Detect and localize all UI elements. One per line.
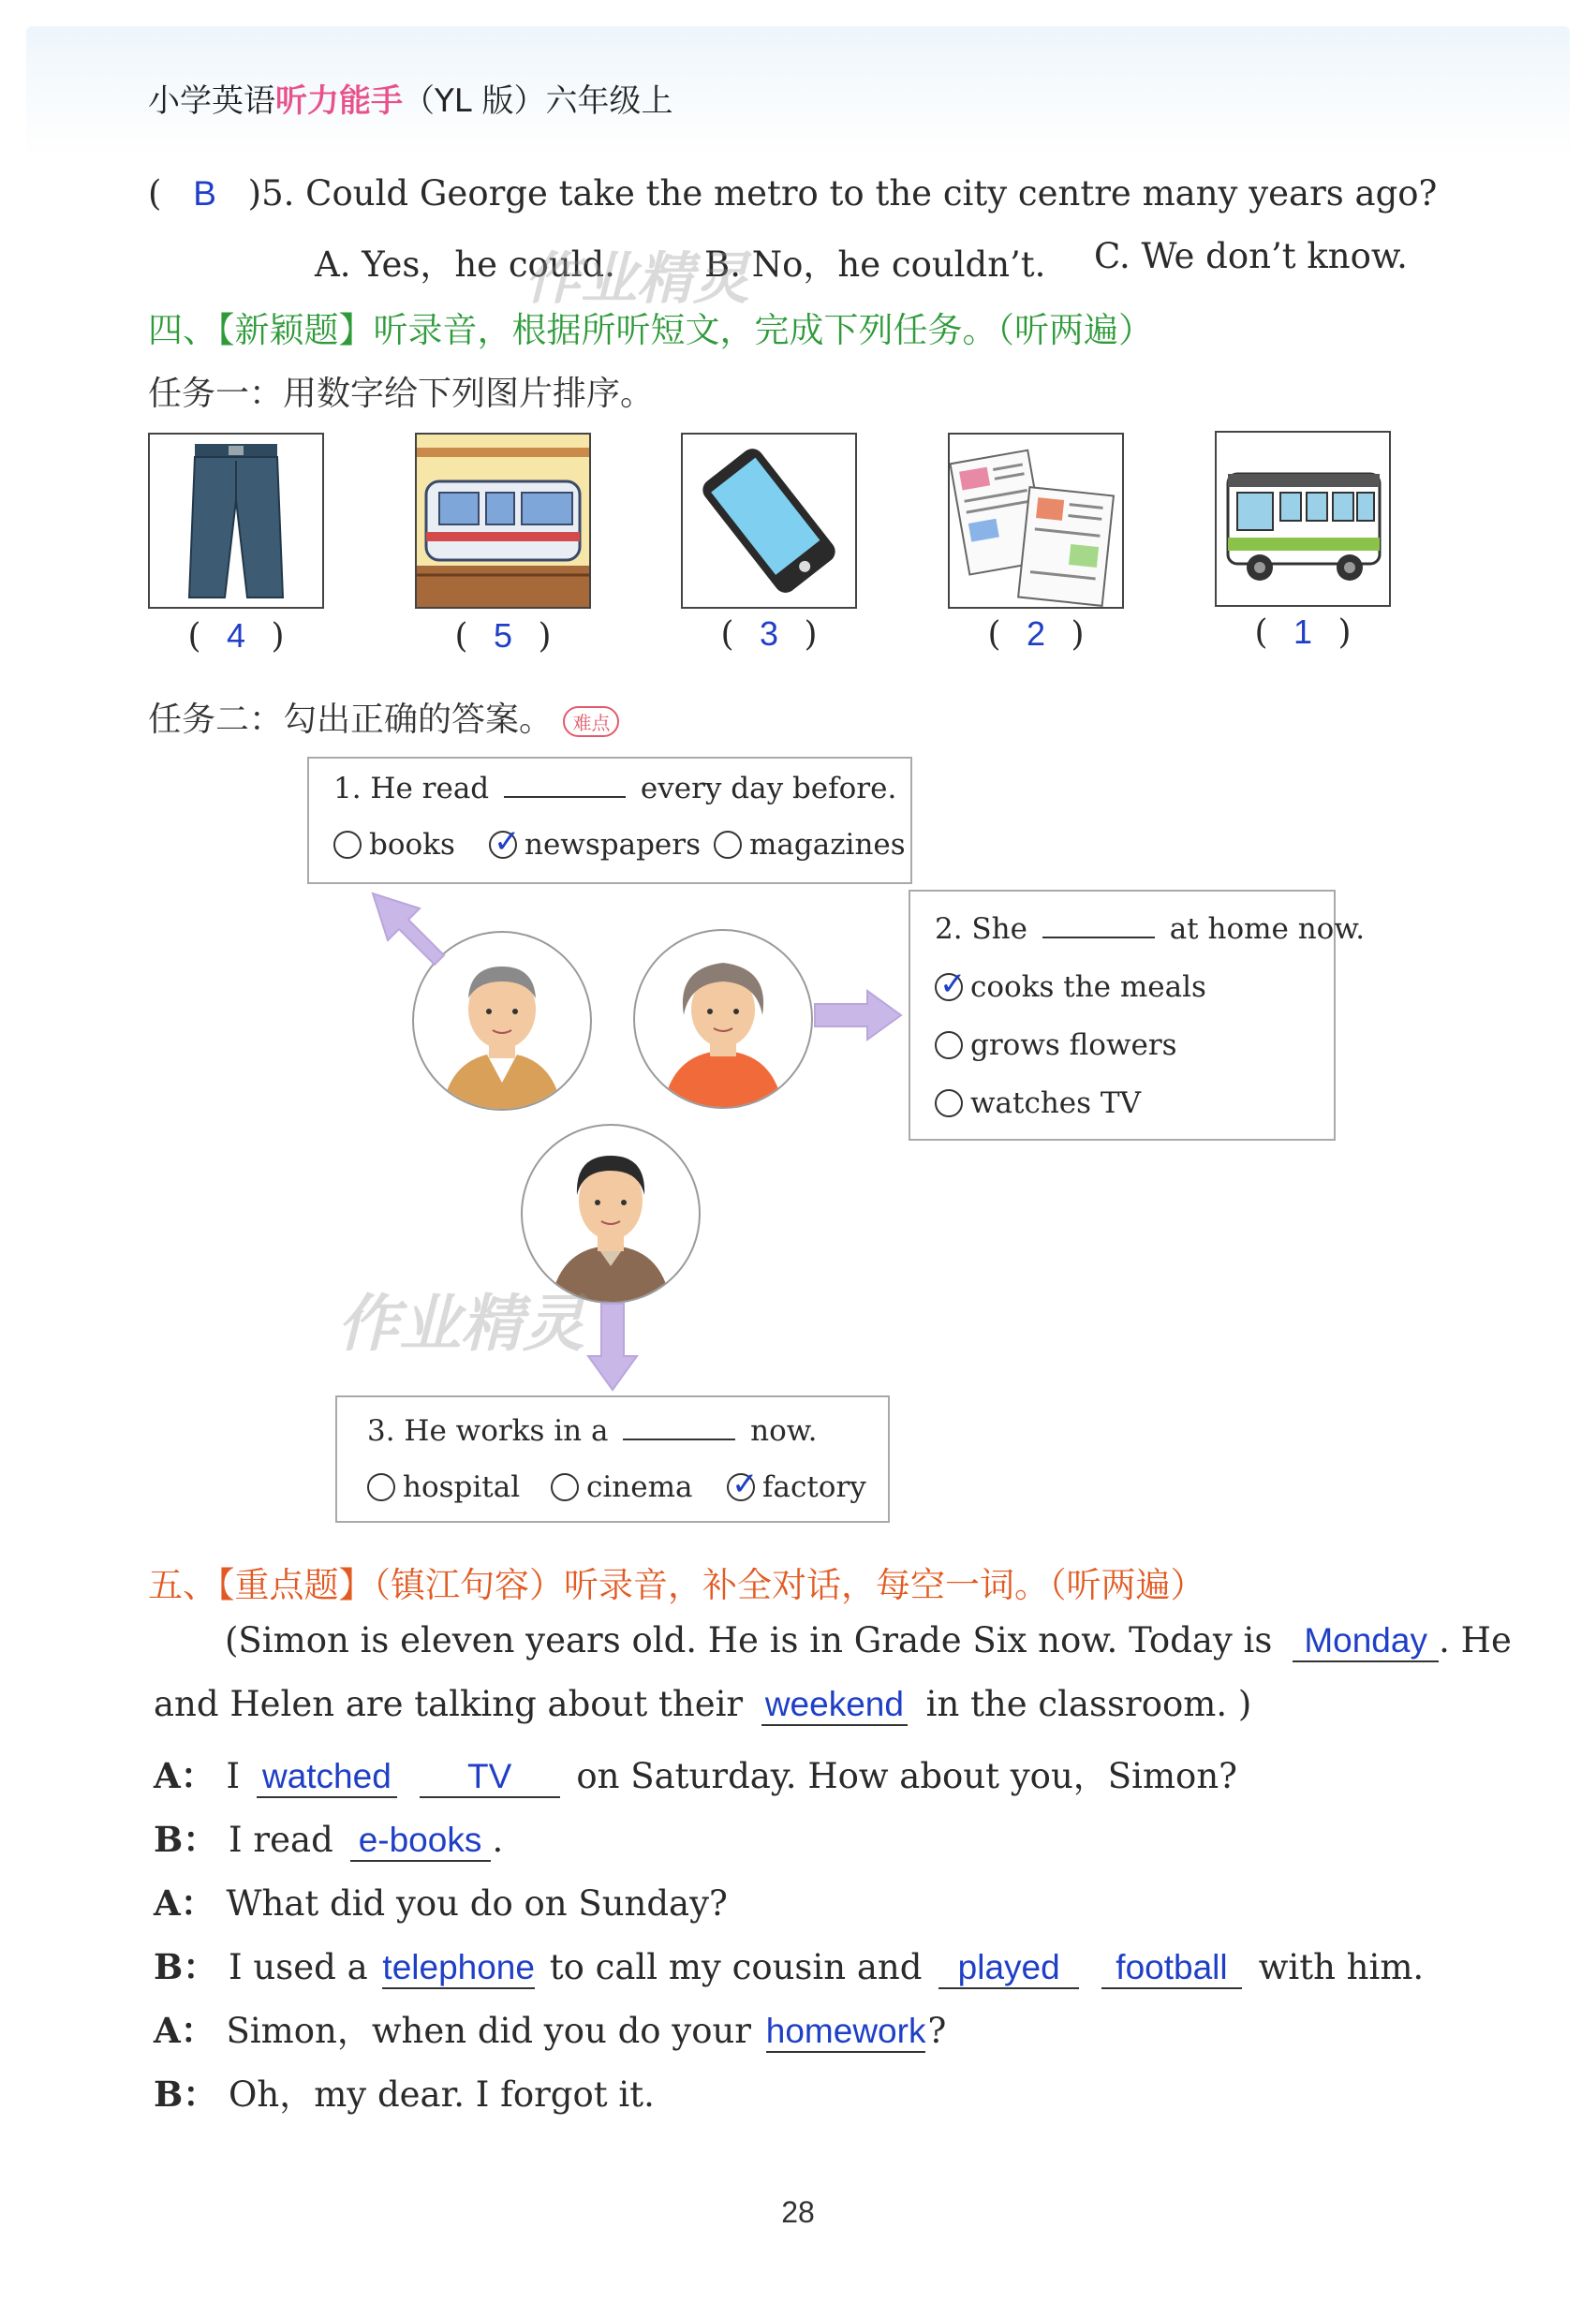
line-text: I xyxy=(226,1756,241,1796)
speaker-label: B： xyxy=(154,1946,218,1987)
blank-homework: homework xyxy=(766,2012,926,2053)
picture-4-order: ( 2 ) xyxy=(987,614,1085,654)
question-5 xyxy=(148,173,1437,214)
line-text: with him. xyxy=(1258,1947,1425,1987)
blank-line xyxy=(504,796,626,798)
box2-prompt xyxy=(935,912,1365,946)
radio-circle xyxy=(935,1089,963,1117)
q5-answer: B xyxy=(193,174,216,213)
line-text: ? xyxy=(927,2011,947,2051)
box1-prompt xyxy=(333,772,896,805)
box2-option-cooks[interactable] xyxy=(935,966,1206,1004)
header-prefix: 小学英语 xyxy=(148,82,275,120)
radio-circle xyxy=(333,831,362,859)
box3-option-cinema[interactable] xyxy=(551,1470,692,1504)
box1-prompt-b: every day before. xyxy=(640,772,897,805)
option-label: books xyxy=(369,828,455,862)
line-text: Oh，my dear. I forgot it. xyxy=(229,2074,655,2115)
radio-circle-checked xyxy=(489,823,521,861)
box3-option-factory[interactable] xyxy=(727,1466,866,1504)
grandmother-avatar-icon xyxy=(633,929,813,1109)
line-text: What did you do on Sunday? xyxy=(226,1883,728,1924)
bus-icon xyxy=(1215,431,1391,607)
line-text: . xyxy=(492,1820,504,1860)
arrow-up-left-icon xyxy=(360,880,453,974)
speaker-label: A： xyxy=(154,2010,215,2051)
q5-option-c: C. We don’t know. xyxy=(1094,236,1408,276)
dialogue-line-3 xyxy=(154,1875,728,1926)
task-2-instruction xyxy=(148,693,619,741)
task-1-instruction: 任务一：用数字给下列图片排序。 xyxy=(148,375,655,413)
section-5-title: 五、【重点题】（镇江句容）听录音，补全对话，每空一词。（听两遍） xyxy=(148,1565,1205,1605)
question-box-2 xyxy=(909,890,1366,1141)
difficulty-badge: 难点 xyxy=(563,706,619,737)
blank-weekend: weekend xyxy=(761,1685,908,1726)
intro-text: . He xyxy=(1439,1620,1512,1660)
option-label: hospital xyxy=(403,1470,521,1504)
train-icon xyxy=(415,433,591,609)
box3-prompt-b: now. xyxy=(750,1414,818,1448)
check-mark-icon: ✓ xyxy=(939,966,967,1003)
dialogue-line-5 xyxy=(154,2002,946,2053)
box1-prompt-a: 1. He read xyxy=(333,772,490,805)
blank-line xyxy=(623,1439,735,1440)
watermark-text: 作业精灵 xyxy=(337,1288,584,1360)
option-label: factory xyxy=(762,1470,866,1504)
order-answer: 2 xyxy=(1026,614,1046,653)
option-label: magazines xyxy=(749,828,906,862)
arrow-down-icon xyxy=(584,1300,641,1394)
box2-prompt-a: 2. She xyxy=(935,912,1027,946)
q5-option-b: B. No，he couldn’t. xyxy=(704,244,1046,285)
check-mark-icon: ✓ xyxy=(732,1466,759,1503)
radio-circle-checked xyxy=(727,1466,759,1503)
dialogue-line-6 xyxy=(154,2066,655,2117)
blank-telephone: telephone xyxy=(382,1948,535,1989)
box1-option-newspapers[interactable] xyxy=(489,823,701,862)
order-answer: 1 xyxy=(1293,612,1313,651)
option-label: newspapers xyxy=(525,828,701,862)
dialogue-intro-line-1 xyxy=(225,1620,1512,1662)
option-label: cinema xyxy=(586,1470,693,1504)
box2-prompt-b: at home now. xyxy=(1169,912,1366,946)
line-text: on Saturday. How about you，Simon? xyxy=(576,1756,1237,1796)
speaker-label: B： xyxy=(154,2073,218,2115)
speaker-label: A： xyxy=(154,1755,215,1796)
line-text: I read xyxy=(229,1820,333,1860)
speaker-label: B： xyxy=(154,1819,218,1860)
option-label: watches TV xyxy=(970,1086,1141,1120)
jeans-icon xyxy=(148,433,324,609)
question-box-1 xyxy=(307,757,912,884)
dialogue-line-1 xyxy=(154,1748,1237,1798)
dialogue-line-4 xyxy=(154,1939,1424,1989)
option-label: grows flowers xyxy=(970,1028,1177,1062)
radio-circle xyxy=(714,831,742,859)
box1-option-magazines[interactable] xyxy=(714,828,906,862)
header-suffix: （YL 版）六年级上 xyxy=(403,82,673,120)
blank-line xyxy=(1042,937,1155,938)
dialogue-intro-line-2 xyxy=(154,1684,1251,1726)
box1-option-books[interactable] xyxy=(333,828,455,862)
order-answer: 4 xyxy=(226,616,246,655)
picture-5-order: ( 1 ) xyxy=(1254,612,1352,652)
speaker-label: A： xyxy=(154,1882,215,1924)
q5-question: Could George take the metro to the city centre many years ago? xyxy=(305,173,1438,214)
check-mark-icon: ✓ xyxy=(494,823,521,861)
picture-3-order: ( 3 ) xyxy=(720,614,818,654)
radio-circle xyxy=(551,1473,579,1501)
radio-circle xyxy=(367,1473,395,1501)
picture-1-order: ( 4 ) xyxy=(187,616,285,656)
blank-ebooks: e-books xyxy=(350,1821,491,1862)
order-answer: 3 xyxy=(759,614,779,653)
header-highlight: 听力能手 xyxy=(275,82,403,120)
line-text: I used a xyxy=(229,1947,368,1987)
newspaper-icon xyxy=(948,433,1124,609)
radio-circle-checked xyxy=(935,966,967,1003)
blank-played: played xyxy=(938,1948,1079,1989)
box3-option-hospital[interactable] xyxy=(367,1470,520,1504)
intro-text: and Helen are talking about their xyxy=(154,1684,744,1724)
intro-text: (Simon is eleven years old. He is in Grade Six now. Today is xyxy=(225,1620,1273,1660)
watermark-text: 作业精灵 xyxy=(525,246,749,312)
dialogue-line-2 xyxy=(154,1811,503,1862)
box3-prompt-a: 3. He works in a xyxy=(367,1414,609,1448)
blank-tv: TV xyxy=(420,1757,560,1798)
section-4-title: 四、【新颖题】听录音，根据所听短文，完成下列任务。（听两遍） xyxy=(148,310,1153,350)
option-label: cooks the meals xyxy=(970,970,1206,1004)
box2-option-watches[interactable] xyxy=(935,1086,1141,1120)
order-answer: 5 xyxy=(493,616,513,655)
box2-option-grows[interactable] xyxy=(935,1028,1177,1062)
arrow-right-icon xyxy=(811,987,905,1043)
blank-watched: watched xyxy=(257,1757,397,1798)
question-box-3 xyxy=(335,1395,890,1523)
blank-football: football xyxy=(1101,1948,1242,1989)
page-number: 28 xyxy=(781,2195,815,2229)
book-header xyxy=(148,75,673,121)
q5-option-a: A. Yes，he could. xyxy=(315,244,615,285)
paren-open: ( xyxy=(148,173,162,214)
picture-2-order: ( 5 ) xyxy=(454,616,552,656)
radio-circle xyxy=(935,1031,963,1059)
line-text: to call my cousin and xyxy=(549,1947,923,1987)
phone-icon xyxy=(681,433,857,609)
blank-monday: Monday xyxy=(1293,1621,1439,1662)
line-text: Simon，when did you do your xyxy=(226,2011,751,2051)
task-2-text: 任务二：勾出正确的答案。 xyxy=(148,701,554,739)
box3-prompt xyxy=(367,1414,818,1448)
q5-number: )5. xyxy=(247,173,295,214)
intro-text: in the classroom. ) xyxy=(925,1684,1252,1724)
